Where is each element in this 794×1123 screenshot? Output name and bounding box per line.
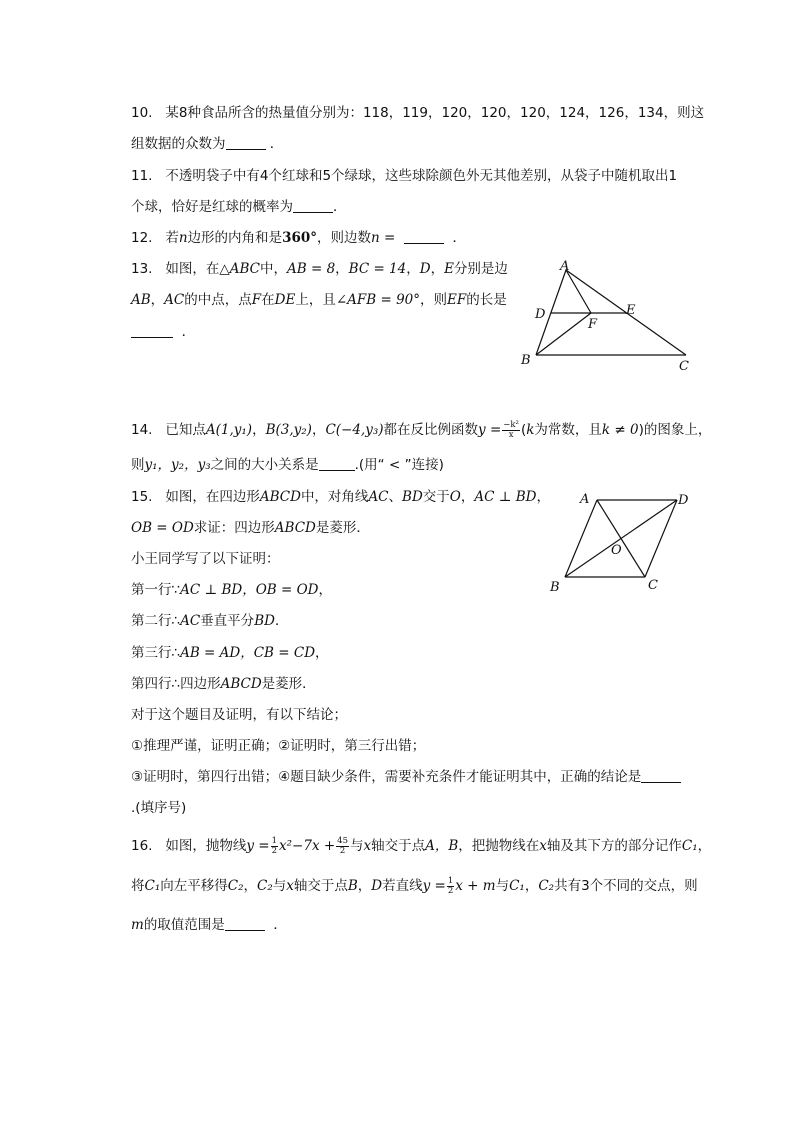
q13-math: EF <box>447 292 467 308</box>
q13-number: 13. <box>131 261 153 277</box>
label-e: E <box>626 303 636 318</box>
q16-math: C₂ <box>538 878 555 894</box>
q15-line1 <box>131 487 550 507</box>
label-b: B <box>550 580 560 595</box>
q13-text: 分别是边 <box>453 261 508 277</box>
q15-text: 、 <box>388 489 403 505</box>
q13-text: ， <box>430 261 445 277</box>
fraction-numerator: 1 <box>447 875 454 886</box>
q14-math: k <box>526 422 535 438</box>
label-b: B <box>521 353 531 368</box>
q13-line3 <box>131 322 195 342</box>
q16-text: 轴交于点 <box>371 838 426 854</box>
q10-line1 <box>131 103 704 123</box>
q10-number: 10. <box>131 105 153 121</box>
q14-math: y₁，y₂，y₃ <box>144 457 211 473</box>
answer-blank[interactable] <box>641 768 681 783</box>
label-d: D <box>678 493 689 508</box>
answer-blank[interactable] <box>225 916 265 931</box>
q16-math: x <box>286 878 294 894</box>
q14-text: 之间的大小关系是 <box>210 457 319 473</box>
q14-text: ， <box>311 422 326 438</box>
q14-math: y = <box>478 422 502 438</box>
q15-text: 中，对角线 <box>300 489 369 505</box>
q16-period: ． <box>273 917 287 933</box>
q14-text: ， <box>252 422 266 438</box>
q16-math: y = <box>246 838 270 854</box>
q16-math: x²−7x + <box>279 838 336 854</box>
q16-math: C₂ <box>227 878 244 894</box>
q13-triangle-figure <box>515 258 700 376</box>
q16-text: ，把抛物线在 <box>458 838 540 854</box>
q16-text: 如图，抛物线 <box>165 838 247 854</box>
fraction-numerator: 1 <box>271 835 278 846</box>
q15-text: 第二行∴ <box>131 613 181 629</box>
q15-line10 <box>131 767 681 787</box>
q15-text: ， <box>460 489 475 505</box>
q13-math: AB <box>131 292 151 308</box>
q14-fraction <box>502 421 520 440</box>
q15-text: ， <box>315 645 329 661</box>
q16-math: D <box>371 878 383 894</box>
q15-text: 第四行∴四边形 <box>131 676 221 692</box>
q15-line6 <box>131 643 329 663</box>
q14-number: 14. <box>131 422 153 438</box>
label-f: F <box>588 317 598 332</box>
q13-math: AC <box>164 292 185 308</box>
q16-fraction <box>271 837 278 856</box>
q16-text: 与 <box>272 878 287 894</box>
q13-math: AB = 8 <box>287 261 336 277</box>
q15-quadrilateral-figure <box>545 488 705 596</box>
q13-math: ∠AFB = 90° <box>335 292 420 308</box>
q14-math: k ≠ 0 <box>601 422 639 438</box>
q12-text: ，则边数 <box>317 230 371 246</box>
q12-number: 12. <box>131 230 153 246</box>
q13-text: 如图，在 <box>165 261 220 277</box>
q15-text: 对于这个题目及证明，有以下结论； <box>131 707 347 723</box>
answer-blank[interactable] <box>131 323 173 338</box>
q16-math: C₁ <box>144 878 161 894</box>
q16-math: m <box>131 917 144 933</box>
q15-text: .(填序号) <box>131 800 187 816</box>
diagonal-bd <box>565 500 677 577</box>
q16-text: 将 <box>131 878 145 894</box>
q16-text: 与 <box>350 838 364 854</box>
label-a: A <box>580 492 590 507</box>
answer-blank[interactable] <box>293 198 333 213</box>
q16-text: ， <box>357 878 372 894</box>
q16-math: x + m <box>455 878 496 894</box>
q16-text: 与 <box>495 878 510 894</box>
q10-text-2: 组数据的众数为 <box>131 136 226 152</box>
q14-math: A(1,y₁) <box>205 422 253 438</box>
q16-line3 <box>131 915 287 935</box>
fraction-denominator: 2 <box>271 845 278 856</box>
q16-text: 轴及其下方的部分记作 <box>546 838 682 854</box>
q16-text: ， <box>697 838 712 854</box>
q15-math: AC <box>368 489 389 505</box>
q14-line1 <box>131 420 711 440</box>
q12-math: n <box>178 230 188 246</box>
q15-text: ③证明时，第四行出错；④题目缺少条件，需要补充条件才能证明其中，正确的结论是 <box>131 769 642 785</box>
q13-text: ， <box>406 261 420 277</box>
fraction-denominator: 2 <box>447 885 454 896</box>
q10-line2 <box>131 134 283 154</box>
q13-math: △ABC <box>219 261 260 277</box>
answer-blank[interactable] <box>404 229 444 244</box>
q15-text: 求证：四边形 <box>193 520 275 536</box>
q15-line2 <box>131 518 370 538</box>
q15-math: O <box>449 489 461 505</box>
q12-math: n <box>371 230 380 246</box>
q14-math: C(−4,y₃) <box>325 422 384 438</box>
q16-math: x <box>539 838 547 854</box>
q16-text: 若直线 <box>382 878 423 894</box>
label-a: A <box>560 259 570 274</box>
q16-text: 的取值范围是 <box>143 917 225 933</box>
q15-line5 <box>131 611 288 631</box>
label-c: C <box>648 578 658 593</box>
q14-text: 则 <box>131 457 145 473</box>
q13-text: ， <box>335 261 349 277</box>
q15-line7 <box>131 674 316 694</box>
q15-line9 <box>131 736 425 756</box>
q15-line4 <box>131 580 332 600</box>
q15-text: ． <box>274 613 289 629</box>
q14-text: )的图象上， <box>638 422 712 438</box>
q15-math: AB = AD，CB = CD <box>180 645 316 661</box>
q12-text: 若 <box>165 230 179 246</box>
q15-text: 交于 <box>422 489 450 505</box>
q15-line8 <box>131 705 347 725</box>
q15-text: 第一行∵ <box>131 582 181 598</box>
q15-math: ABCD <box>220 676 262 692</box>
q16-text: ， <box>524 878 539 894</box>
q12-line <box>131 228 466 248</box>
q16-text: 向左平移得 <box>160 878 228 894</box>
q15-math: OB = OD <box>131 520 194 536</box>
q13-text: ，则 <box>420 292 447 308</box>
q13-text: 的中点，点 <box>184 292 252 308</box>
q15-math: ABCD <box>274 520 316 536</box>
q11-line2 <box>131 197 347 217</box>
q11-line1 <box>131 166 677 186</box>
q14-text: ( <box>520 422 527 438</box>
q10-text: 某8种食品所含的热量值分别为：118，119，120，120，120，124，126，134，则这 <box>165 105 705 121</box>
q16-math: C₁ <box>681 838 698 854</box>
q16-line2 <box>131 876 698 896</box>
q16-text: 共有3个不同的交点，则 <box>554 878 698 894</box>
q14-text: 都在反比例函数 <box>383 422 479 438</box>
q16-text: 轴交于点 <box>293 878 348 894</box>
q12-math: = <box>384 230 396 246</box>
q16-number: 16. <box>131 838 153 854</box>
q16-text: ， <box>243 878 257 894</box>
q13-line1 <box>131 259 508 279</box>
q14-text: 为常数，且 <box>534 422 602 438</box>
q14-line2 <box>131 455 444 475</box>
q16-fraction <box>336 837 349 856</box>
q15-text: 小王同学写了以下证明： <box>131 551 280 567</box>
q11-text: 不透明袋子中有4个红球和5个绿球，这些球除颜色外无其他差别，从袋子中随机取出1 <box>165 168 678 184</box>
q15-math: ABCD <box>259 489 301 505</box>
q12-math: 360° <box>282 230 317 246</box>
q13-period: ． <box>181 324 196 340</box>
q15-math: AC <box>180 613 201 629</box>
q13-text: 的长是 <box>466 292 507 308</box>
q12-text: 边形的内角和是 <box>187 230 283 246</box>
q14-text: 已知点 <box>165 422 206 438</box>
q15-text: ①推理严谨，证明正确；②证明时，第三行出错； <box>131 738 426 754</box>
q15-math: AC ⊥ BD，OB = OD <box>180 582 319 598</box>
q15-line11 <box>131 798 186 818</box>
answer-blank[interactable] <box>319 456 355 471</box>
answer-blank[interactable] <box>226 135 266 150</box>
q16-fraction <box>447 877 454 896</box>
q15-math: BD <box>402 489 423 505</box>
q14-text: .(用“ < ”连接) <box>354 457 444 473</box>
q16-line1 <box>131 836 711 856</box>
label-o: O <box>611 543 622 558</box>
q16-math: C₂ <box>257 878 273 894</box>
q13-math: E <box>444 261 454 277</box>
q13-text: 中， <box>260 261 287 277</box>
q13-text: ， <box>150 292 165 308</box>
q13-math: D <box>419 261 431 277</box>
q16-math: A，B <box>425 838 459 854</box>
q11-period: ． <box>333 199 347 215</box>
segment-af <box>566 270 591 313</box>
q13-line2 <box>131 290 507 310</box>
q15-line3 <box>131 549 280 569</box>
fraction-denominator: 2 <box>339 845 346 856</box>
label-c: C <box>679 359 689 374</box>
q14-math: B(3,y₂) <box>265 422 312 438</box>
q13-text: 上，且 <box>295 292 336 308</box>
q15-text: ， <box>318 582 332 598</box>
q15-number: 15. <box>131 489 153 505</box>
q16-math: C₁ <box>509 878 525 894</box>
label-d: D <box>535 307 546 322</box>
q15-text: 第三行∴ <box>131 645 181 661</box>
q15-text: 是菱形． <box>315 520 370 536</box>
q12-period: ． <box>452 230 466 246</box>
q15-text: 垂直平分 <box>200 613 255 629</box>
q13-math: DE <box>274 292 296 308</box>
q16-math: x <box>363 838 372 854</box>
q15-text: 如图，在四边形 <box>165 489 260 505</box>
q16-math: B <box>347 878 358 894</box>
fraction-denominator: x <box>508 429 514 440</box>
q16-math: y = <box>422 878 446 894</box>
q11-number: 11. <box>131 168 153 184</box>
q13-math: BC = 14 <box>348 261 407 277</box>
q13-math: F <box>251 292 262 308</box>
q15-math: BD <box>254 613 275 629</box>
fraction-numerator: 45 <box>337 835 348 846</box>
q15-text: ， <box>536 489 550 505</box>
fraction-numerator: −k² <box>503 419 519 430</box>
q10-period: ． <box>269 136 284 152</box>
q11-text-2: 个球，恰好是红球的概率为 <box>131 199 293 215</box>
q15-math: AC ⊥ BD <box>474 489 537 505</box>
q15-text: 是菱形． <box>261 676 316 692</box>
q13-text: 在 <box>261 292 275 308</box>
